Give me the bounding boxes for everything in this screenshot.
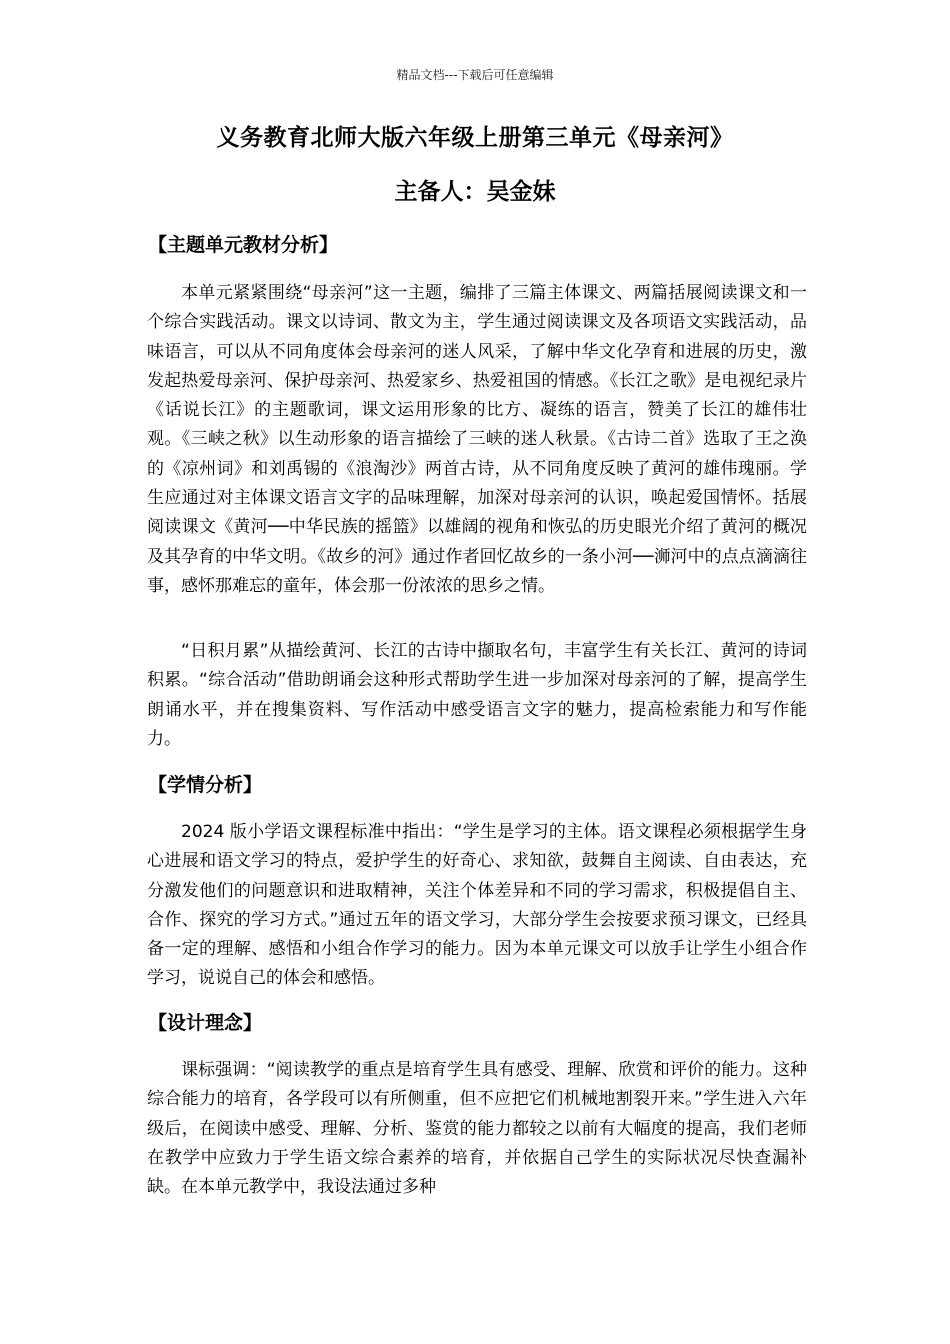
section-heading-textbook-analysis: 【主题单元教材分析】 <box>148 234 339 256</box>
header-note: 精品文档---下载后可任意编辑 <box>396 68 554 82</box>
section-heading-design-concept: 【设计理念】 <box>148 1012 263 1034</box>
document-author: 主备人：吴金妹 <box>394 179 556 205</box>
paragraph-student-analysis-1: 2024 版小学语文课程标准中指出：“学生是学习的主体。语文课程必须根据学生身心进展和语文学习的特点，爱护学生的好奇心、求知欲，鼓舞自主阅读、自由表达，充分激发他们的问题意识和进取精神，关注个体差异和不同的学习需求，积极提倡自主、合作、探究的学习方式。”通过五年的语文学习，大部分学生会按要求预习课文，已经具备一定的理解、感悟和小组合作学习的能力。因为本单元课文可以放手让学生小组合作学习，说说自己的体会和感悟。 <box>147 822 807 989</box>
document-title: 义务教育北师大版六年级上册第三单元《母亲河》 <box>216 125 734 151</box>
paragraph-textbook-analysis-2: “日积月累”从描绘黄河、长江的古诗中撷取名句，丰富学生有关长江、黄河的诗词积累。“综合活动”借助朗诵会这种形式帮助学生进一步加深对母亲河的了解，提高学生朗诵水平，并在搜集资料、写作活动中感受语言文字的魅力，提高检索能力和写作能力。 <box>147 641 807 749</box>
paragraph-textbook-analysis-1: 本单元紧紧围绕“母亲河”这一主题，编排了三篇主体课文、两篇括展阅读课文和一个综合实践活动。课文以诗词、散文为主，学生通过阅读课文及各项语文实践活动，品味语言，可以从不同角度体会母亲河的迷人风采，了解中华文化孕育和进展的历史，激发起热爱母亲河、保护母亲河、热爱家乡、热爱祖国的情感。《长江之歌》是电视纪录片《话说长江》的主题歌词，课文运用形象的比方、凝练的语言，赞美了长江的雄伟壮观。《三峡之秋》以生动形象的语言描绘了三峡的迷人秋景。《古诗二首》选取了王之涣的《凉州词》和刘禹锡的《浪淘沙》两首古诗，从不同角度反映了黄河的雄伟瑰丽。学生应通过对主体课文语言文字的品味理解，加深对母亲河的认识，唤起爱国情怀。括展阅读课文《黄河──中华民族的摇篮》以雄阔的视角和恢弘的历史眼光介绍了黄河的概况及其孕育的中华文明。《故乡的河》通过作者回忆故乡的一条小河──浉河中的点点滴滴往事，感怀那难忘的童年，体会那一份浓浓的思乡之情。 <box>147 283 807 596</box>
section-heading-student-analysis: 【学情分析】 <box>148 774 263 796</box>
paragraph-design-concept-1: 课标强调：“阅读教学的重点是培育学生具有感受、理解、欣赏和评价的能力。这种综合能力的培育，各学段可以有所侧重，但不应把它们机械地割裂开来。”学生进入六年级后，在阅读中感受、理解、分析、鉴赏的能力都较之以前有大幅度的提高，我们老师在教学中应致力于学生语文综合素养的培育，并依据自己学生的实际状况尽快查漏补缺。在本单元教学中，我设法通过多种 <box>147 1060 807 1198</box>
